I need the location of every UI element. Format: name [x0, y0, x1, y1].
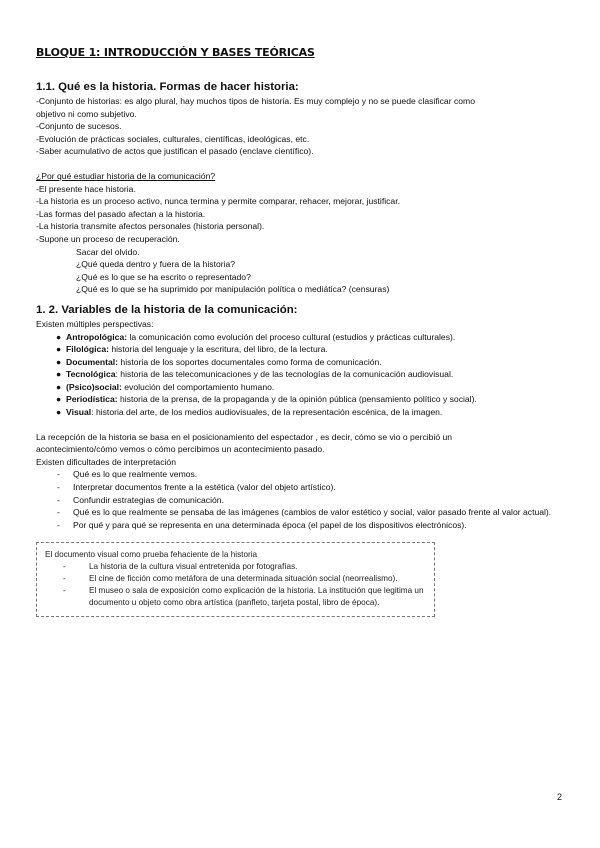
dash-icon: - — [63, 562, 66, 572]
bullet-icon: ● — [56, 369, 62, 380]
text-line: -Conjunto de historias: es algo plural, hay muchos tipos de historia. Es muy complejo y no se puede clasificar como — [36, 96, 475, 106]
list-item — [45, 585, 428, 609]
list-item — [36, 468, 566, 481]
reason-line: -La historia transmite afectos personales (historia personal). — [36, 221, 265, 232]
list-item — [36, 381, 566, 394]
text-line: -Saber acumulativo de actos que justifican el pasado (enclave científico). — [36, 146, 314, 157]
perspective-term: Antropológica: — [66, 331, 128, 342]
dash-icon: - — [63, 574, 66, 583]
reason-line: -La historia es un proceso activo, nunca termina y permite comparar, rehacer, mejorar, justificar. — [36, 196, 400, 207]
perspective-desc: evolución del comportamiento humano. — [121, 381, 275, 392]
reception-line: acontecimiento/cómo vemos o cómo percibimos un acontecimiento pasado. — [36, 444, 325, 455]
bullet-icon: ● — [56, 356, 62, 367]
difficulties-intro: Existen dificultades de interpretación — [36, 456, 176, 467]
page-number: 2 — [557, 792, 563, 802]
reason-line: -El presente hace historia. — [36, 183, 136, 194]
perspective-term: Filológica: — [66, 344, 109, 355]
dash-icon: - — [57, 519, 60, 530]
text-line: -Evolución de prácticas sociales, culturales, científicas, ideológicas, etc. — [36, 133, 310, 144]
list-item — [45, 573, 428, 585]
bullet-icon: ● — [56, 407, 62, 418]
list-item — [45, 561, 428, 573]
list-item — [36, 506, 566, 519]
sub-reason-line: Sacar del olvido. — [76, 246, 140, 257]
perspectives-list — [36, 331, 566, 419]
perspective-desc: historia de los soportes documentales como forma de comunicación. — [118, 356, 382, 367]
bullet-icon: ● — [56, 344, 62, 355]
dash-icon: - — [63, 585, 66, 595]
box-item-text: El museo o sala de exposición como explicación de la historia. La institución que legitima un documento u objeto como obra artística (panfleto, tarjeta postal, libro de época). — [89, 585, 424, 607]
difficulty-text: Por qué y para qué se representa en una determinada época (el papel de los dispositivos electrónicos). — [73, 519, 467, 530]
perspective-desc: : historia de las telecomunicaciones y de las tecnologías de la comunicación audiovisual. — [115, 369, 454, 380]
bullet-icon: ● — [56, 331, 62, 342]
dash-icon: - — [57, 469, 60, 480]
reason-line: -Las formas del pasado afectan a la historia. — [36, 208, 206, 219]
dash-icon: - — [57, 507, 60, 518]
block-title: BLOQUE 1: INTRODUCCIÓN Y BASES TEÓRICAS — [36, 46, 315, 59]
perspective-desc: historia de la prensa, de la propaganda y de la opinión pública (pensamiento político y social). — [117, 394, 477, 405]
perspective-desc: historia del lenguaje y la escritura, del libro, de la lectura. — [108, 344, 328, 355]
dash-icon: - — [57, 482, 60, 493]
section-2-heading: 1. 2. Variables de la historia de la comunicación: — [36, 303, 298, 316]
perspectives-intro: Existen múltiples perspectivas: — [36, 318, 154, 329]
list-item — [36, 356, 566, 369]
reception-line: La recepción de la historia se basa en el posicionamiento del espectador , es decir, cómo se vio o percibió un — [36, 431, 453, 442]
difficulty-text: Interpretar documentos frente a la estética (valor del objeto artístico). — [73, 482, 336, 493]
difficulty-text: Qué es lo que realmente se pensaba de las imágenes (cambios de valor estético y social, valor pasado frente al valor actual). — [73, 507, 552, 518]
reason-line: -Supone un proceso de recuperación. — [36, 233, 180, 244]
perspective-term: (Psico)social: — [66, 381, 122, 392]
list-item — [36, 406, 566, 419]
box-item-text: El cine de ficción como metáfora de una determinada situación social (neorrealismo). — [89, 574, 398, 583]
list-item — [36, 343, 566, 356]
list-item — [36, 481, 566, 494]
perspective-term: Periodística: — [66, 394, 118, 405]
dash-icon: - — [57, 494, 60, 505]
sub-reason-line: ¿Qué queda dentro y fuera de la historia? — [76, 259, 236, 270]
perspective-desc: la comunicación como evolución del proceso cultural (estudios y prácticas culturales). — [127, 331, 456, 342]
list-item — [36, 393, 566, 406]
box-title: El documento visual como prueba fehaciente de la historia — [45, 550, 258, 560]
section-1-heading: 1.1. Qué es la historia. Formas de hacer historia: — [36, 81, 299, 93]
difficulty-text: Confundir estrategias de comunicación. — [73, 494, 224, 505]
perspective-term: Visual — [66, 407, 92, 418]
text-line: -Conjunto de sucesos. — [36, 121, 122, 132]
list-item — [36, 368, 566, 381]
perspective-term: Documental: — [66, 356, 119, 367]
box-list — [45, 561, 428, 608]
bullet-icon: ● — [56, 381, 62, 392]
perspective-term: Tecnológica — [66, 369, 116, 380]
text-line: objetivo ni como subjetivo. — [36, 108, 137, 119]
list-item — [36, 519, 566, 532]
list-item — [36, 331, 566, 344]
perspective-desc: : historia del arte, de los medios audiovisuales, de la representación escénica, de la imagen. — [91, 407, 443, 418]
sub-reason-line: ¿Qué es lo que se ha suprimido por manipulación política o mediática? (censuras) — [76, 284, 390, 295]
why-study-question: ¿Por qué estudiar historia de la comunicación? — [36, 170, 216, 181]
bullet-icon: ● — [56, 394, 62, 405]
difficulty-text: Qué es lo que realmente vemos. — [73, 469, 198, 480]
visual-document-box — [36, 542, 435, 617]
sub-reason-line: ¿Qué es lo que se ha escrito o representado? — [76, 271, 251, 282]
box-item-text: La historia de la cultura visual entretenida por fotografías. — [89, 562, 298, 572]
list-item — [36, 494, 566, 507]
document-page — [36, 46, 566, 617]
difficulties-list — [36, 468, 566, 531]
